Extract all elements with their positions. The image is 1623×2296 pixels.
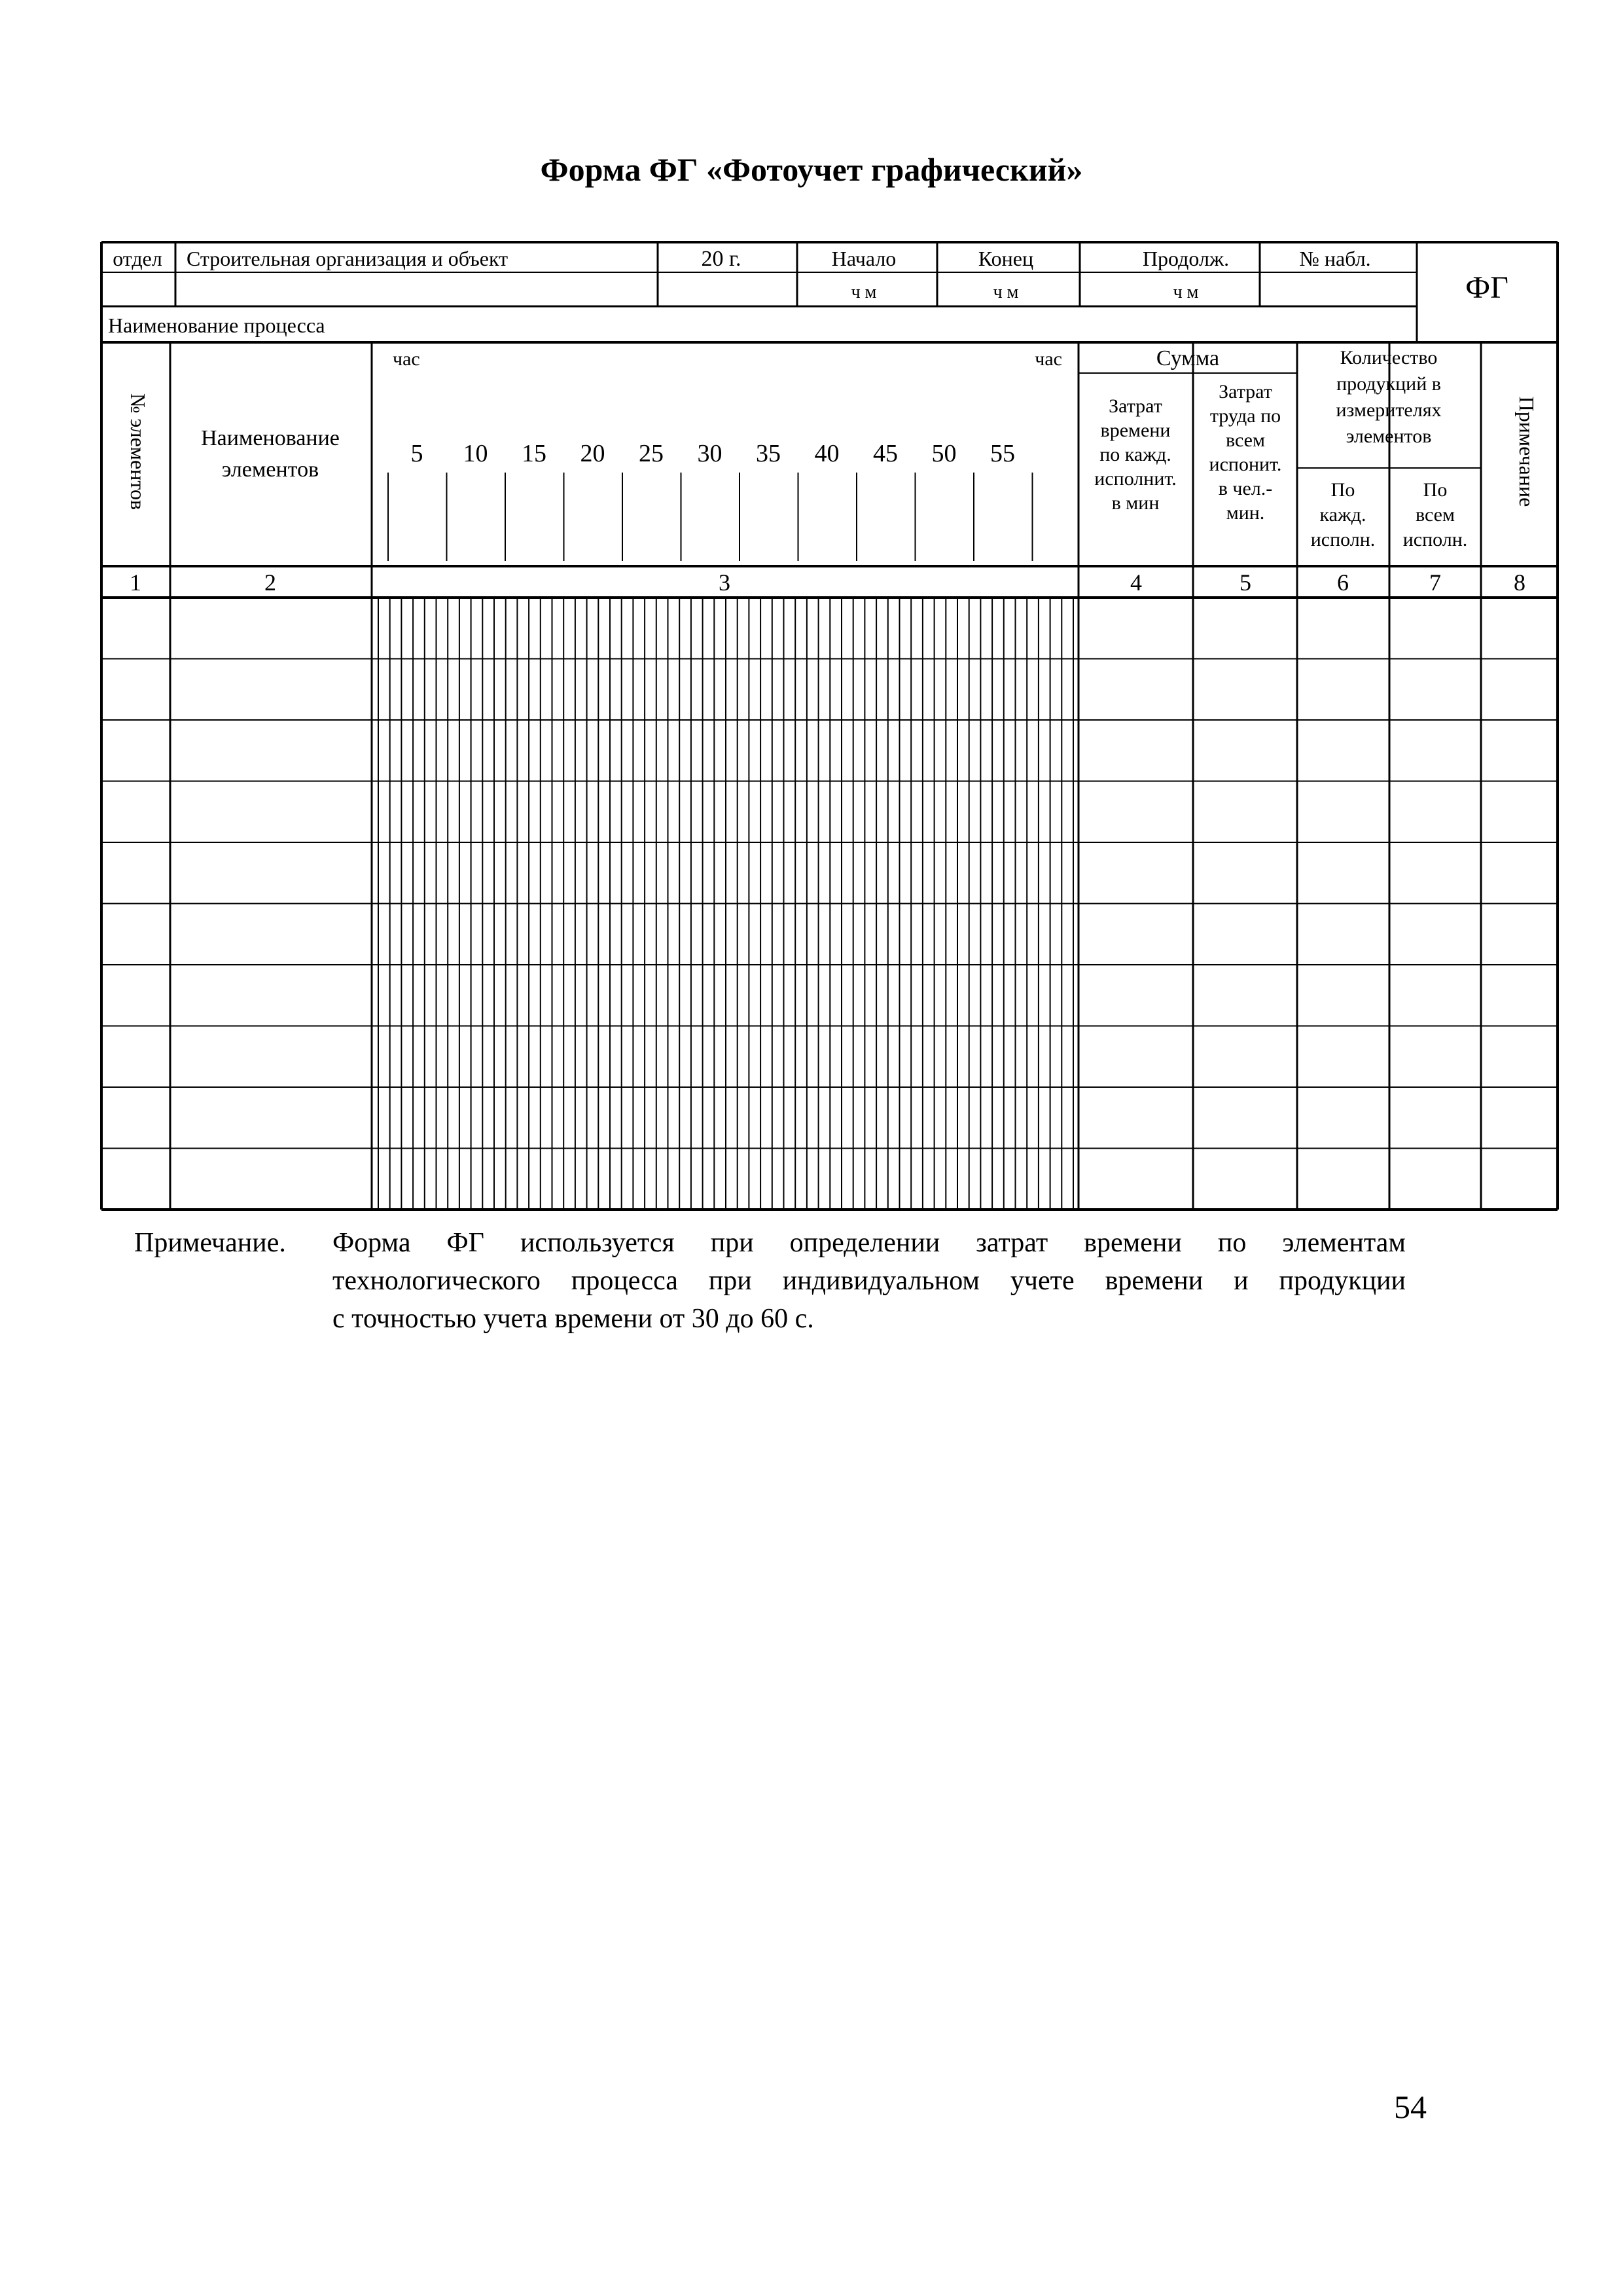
page-number: 54 [1394, 2089, 1427, 2125]
tick-label-45: 45 [873, 440, 898, 467]
label-per-each-2: кажд. [1319, 504, 1366, 526]
label-time-cost-3: по кажд. [1099, 444, 1171, 465]
label-hour-right: час [1035, 348, 1062, 370]
label-per-each-3: исполн. [1310, 529, 1376, 550]
note-line-1: Форма ФГ используется при определении затрат времени по элементам [332, 1228, 1406, 1258]
tick-label-30: 30 [697, 440, 722, 467]
label-time-cost-2: времени [1100, 420, 1171, 441]
label-start: Начало [831, 247, 897, 270]
label-labor-cost-1: Затрат [1219, 381, 1272, 403]
column-number-4: 4 [1130, 569, 1142, 596]
form-title: Форма ФГ «Фотоучет графический» [540, 151, 1083, 188]
note-label: Примечание. [134, 1228, 286, 1258]
label-labor-cost-3: всем [1226, 429, 1265, 451]
label-time-cost-1: Затрат [1109, 395, 1162, 417]
label-duration: Продолж. [1142, 247, 1230, 270]
label-dept: отдел [113, 247, 162, 270]
label-element-name-1: Наименование [201, 426, 340, 450]
tick-label-40: 40 [814, 440, 840, 467]
label-duration-hm: ч м [1173, 282, 1199, 302]
label-per-each-1: По [1330, 479, 1355, 501]
label-obs-no: № набл. [1299, 247, 1371, 270]
label-sum: Сумма [1156, 346, 1220, 370]
label-per-all-2: всем [1416, 504, 1455, 526]
label-time-cost-4: исполнит. [1094, 468, 1177, 490]
tick-label-20: 20 [580, 440, 605, 467]
label-process-name: Наименование процесса [108, 314, 325, 337]
tick-label-25: 25 [639, 440, 664, 467]
label-quantity-4: элементов [1346, 425, 1432, 447]
column-number-6: 6 [1337, 569, 1349, 596]
label-per-all-3: исполн. [1402, 529, 1468, 550]
label-quantity-3: измерителях [1336, 399, 1442, 421]
label-element-name-2: элементов [221, 457, 319, 482]
label-year: 20 г. [701, 247, 741, 271]
column-number-7: 7 [1429, 569, 1441, 596]
label-start-hm: ч м [851, 282, 877, 302]
label-time-cost-5: в мин [1111, 492, 1160, 514]
column-number-8: 8 [1514, 569, 1525, 596]
label-labor-cost-4: испонит. [1209, 454, 1282, 475]
tick-label-35: 35 [756, 440, 781, 467]
label-form-code: ФГ [1465, 270, 1508, 305]
tick-label-10: 10 [463, 440, 488, 467]
label-hour-left: час [393, 348, 420, 370]
label-quantity-1: Количество [1340, 347, 1438, 368]
label-element-no: № элементов [126, 393, 150, 511]
column-number-5: 5 [1240, 569, 1251, 596]
label-end: Конец [978, 247, 1034, 270]
label-labor-cost-2: труда по [1209, 405, 1281, 427]
note-line-3: с точностью учета времени от 30 до 60 с. [332, 1304, 814, 1334]
column-number-3: 3 [719, 569, 730, 596]
label-end-hm: ч м [993, 282, 1019, 302]
tick-label-15: 15 [522, 440, 546, 467]
column-number-2: 2 [264, 569, 276, 596]
tick-label-55: 55 [990, 440, 1015, 467]
label-labor-cost-6: мин. [1226, 502, 1265, 524]
note-line-2: технологического процесса при индивидуальном учете времени и продукции [332, 1266, 1406, 1296]
label-per-all-1: По [1423, 479, 1448, 501]
label-remark: Примечание [1515, 396, 1539, 507]
label-quantity-2: продукций в [1336, 373, 1441, 395]
label-labor-cost-5: в чел.- [1218, 478, 1273, 499]
label-org: Строительная организация и объект [187, 247, 508, 270]
tick-label-5: 5 [410, 440, 423, 467]
tick-label-50: 50 [931, 440, 957, 467]
column-number-1: 1 [130, 569, 141, 596]
